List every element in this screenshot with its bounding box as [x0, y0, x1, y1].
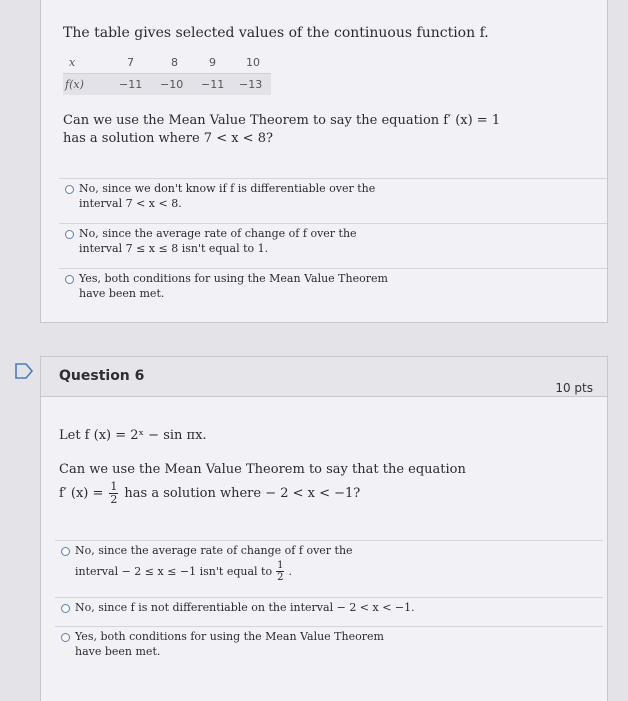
- table-fx-value: −10: [160, 78, 184, 91]
- answer-text-line1: Yes, both conditions for using the Mean Value Theorem: [79, 272, 388, 285]
- question-5-answers: [59, 178, 607, 317]
- table-fx-value: −11: [119, 78, 143, 91]
- table-fx-value: −13: [239, 78, 263, 91]
- radio-unselected-icon[interactable]: [61, 604, 70, 613]
- answer-option[interactable]: [55, 597, 603, 626]
- answer-text-line1: No, since the average rate of change of f over the: [79, 227, 357, 240]
- radio-unselected-icon[interactable]: [65, 275, 74, 284]
- question-5-card: [40, 0, 608, 323]
- answer-option[interactable]: [59, 223, 607, 268]
- answer-option[interactable]: [59, 178, 607, 223]
- question-6-card: [40, 396, 608, 701]
- fraction-numerator: 1: [110, 480, 118, 493]
- table-fx-header: f(x): [65, 78, 84, 91]
- question-5-text-line1: Can we use the Mean Value Theorem to say the equation f′ (x) = 1: [63, 113, 501, 128]
- radio-unselected-icon[interactable]: [61, 547, 70, 556]
- question-6-text-line2: [59, 481, 360, 506]
- table-x-value: 8: [171, 56, 178, 69]
- answer-text-line1: Yes, both conditions for using the Mean Value Theorem: [75, 630, 384, 643]
- answer-text-end: .: [288, 565, 292, 578]
- fraction-numerator: 1: [277, 560, 284, 571]
- answer-text-line2: interval 7 ≤ x ≤ 8 isn't equal to 1.: [79, 242, 269, 255]
- answer-text-line1: No, since the average rate of change of f over the: [75, 544, 353, 557]
- question-6-header: [40, 356, 608, 397]
- question-6-answers: [55, 540, 603, 687]
- answer-option[interactable]: [59, 268, 607, 317]
- values-table: [63, 52, 271, 95]
- answer-text-line2: interval − 2 ≤ x ≤ −1 isn't equal to: [75, 565, 273, 578]
- question-points: 10 pts: [555, 381, 593, 395]
- table-x-value: 9: [209, 56, 216, 69]
- radio-unselected-icon[interactable]: [61, 633, 70, 642]
- table-row-fx: [63, 74, 271, 95]
- question-6-definition: Let f (x) = 2ˣ − sin πx.: [59, 428, 207, 443]
- answer-text-line2: have been met.: [79, 287, 165, 300]
- fraction: [276, 560, 284, 583]
- answer-text-line1: No, since f is not differentiable on the interval − 2 < x < −1.: [75, 601, 415, 614]
- question-6-text-line1: Can we use the Mean Value Theorem to say that the equation: [59, 462, 466, 477]
- question-6-title: Question 6: [59, 368, 145, 384]
- answer-text-line1: No, since we don't know if f is differentiable over the: [79, 182, 376, 195]
- answer-text-line2: have been met.: [75, 645, 161, 658]
- table-x-value: 10: [246, 56, 260, 69]
- fraction-denominator: 2: [277, 572, 284, 583]
- fraction-denominator: 2: [110, 493, 118, 506]
- bookmark-flag-icon[interactable]: [14, 362, 34, 380]
- fraction: [109, 481, 118, 506]
- question-5-prompt: The table gives selected values of the continuous function f.: [63, 25, 489, 41]
- answer-text-line2: interval 7 < x < 8.: [79, 197, 182, 210]
- question-6-condition: has a solution where − 2 < x < −1?: [124, 485, 361, 501]
- table-x-value: 7: [127, 56, 134, 69]
- question-6-equation: f′ (x) =: [59, 485, 104, 501]
- radio-unselected-icon[interactable]: [65, 230, 74, 239]
- table-fx-value: −11: [201, 78, 225, 91]
- answer-option[interactable]: [55, 540, 603, 597]
- question-5-text-line2: has a solution where 7 < x < 8?: [63, 131, 273, 146]
- table-x-header: x: [69, 56, 76, 69]
- radio-unselected-icon[interactable]: [65, 185, 74, 194]
- table-row-x: [63, 52, 271, 74]
- answer-option[interactable]: [55, 626, 603, 687]
